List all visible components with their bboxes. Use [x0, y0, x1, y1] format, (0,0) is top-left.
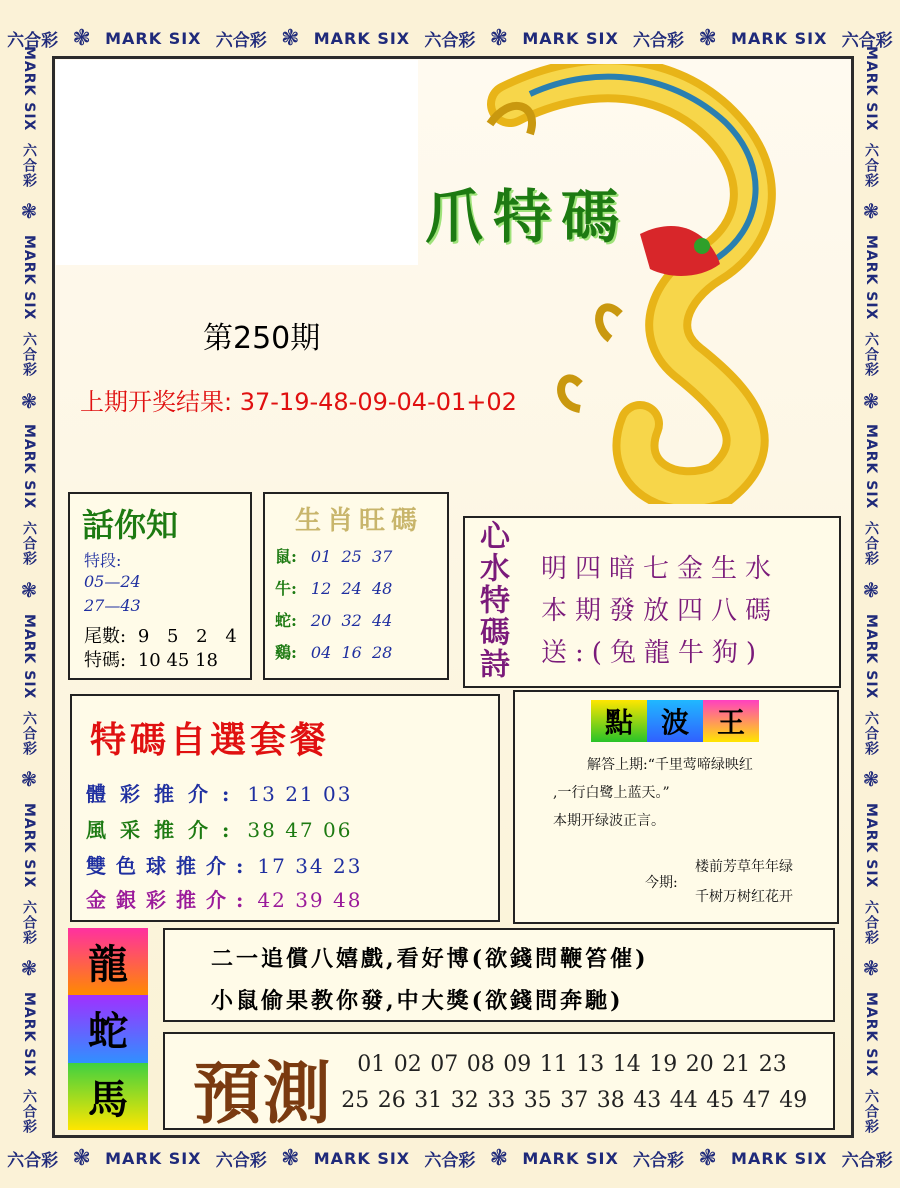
zodiac-animal: 蛇: [275, 611, 297, 630]
brand-cn-text: 六合彩 [841, 30, 893, 51]
flower-icon: ❃ [281, 25, 300, 51]
wave-king-char: 波 [647, 700, 703, 742]
right-brand-strip [856, 40, 886, 1140]
brand-en-text: MARK SIX [863, 235, 879, 321]
answer-line-1 [587, 754, 753, 774]
brand-cn-text: 六合彩 [7, 30, 59, 51]
predict-number: 11 [539, 1052, 568, 1077]
predict-box [163, 1032, 835, 1134]
page-title: 爪特碼 [425, 183, 630, 251]
predict-number: 31 [414, 1088, 443, 1113]
brand-en-text: MARK SIX [731, 28, 828, 48]
wave-king-char: 點 [591, 700, 647, 742]
flower-icon: ❃ [72, 1145, 91, 1171]
flower-icon: ❃ [862, 388, 880, 413]
zodiac-row [275, 544, 392, 567]
package-numbers: 13 21 03 [247, 782, 353, 806]
brand-en-text: MARK SIX [21, 991, 37, 1078]
slogan-line: 二一追償八嬉戲,看好博(欲錢問鞭笞催) [211, 946, 649, 972]
zodiac-animal: 牛: [275, 579, 297, 598]
teduan-range-1: 05—24 [84, 572, 141, 591]
brand-cn-text: 六合彩 [21, 710, 37, 756]
brand-cn-text: 六合彩 [424, 30, 476, 51]
answer-result: 本期开绿波正言。 [553, 813, 665, 829]
brand-en-text: MARK SIX [21, 235, 37, 321]
package-row [86, 778, 352, 807]
brand-cn-text: 六合彩 [21, 899, 37, 945]
brand-cn-text: 六合彩 [633, 1150, 685, 1171]
zodiac-animal: 鷄: [275, 643, 297, 662]
predict-number: 44 [669, 1088, 698, 1113]
bottom-brand-strip [0, 1134, 900, 1182]
zodiac-row [275, 576, 392, 599]
predict-title: 預測 [193, 1055, 334, 1134]
zodiac-numbers: 12 24 48 [310, 579, 393, 598]
predict-number: 14 [612, 1052, 641, 1077]
answer-verse-1: “千里莺啼绿映红 [647, 757, 753, 773]
flower-icon: ❃ [698, 1145, 717, 1171]
weishu-value: 9 5 2 4 [137, 626, 243, 647]
flower-icon: ❃ [862, 767, 880, 792]
brand-cn-text: 六合彩 [633, 30, 685, 51]
predict-number: 07 [430, 1052, 459, 1077]
predict-number: 20 [685, 1052, 714, 1077]
tema-value: 10 45 18 [137, 650, 218, 671]
predict-number: 37 [560, 1088, 589, 1113]
predict-number: 49 [779, 1088, 808, 1113]
zodiac-animal: 鼠: [275, 547, 297, 566]
left-brand-strip [14, 40, 44, 1140]
hua-ni-zhi-title: 話你知 [82, 506, 179, 544]
flower-icon: ❃ [20, 767, 38, 792]
package-row [86, 850, 362, 879]
tema-row [84, 646, 218, 672]
predict-number: 47 [742, 1088, 771, 1113]
flower-icon: ❃ [20, 577, 38, 602]
teduan-label: 特段: [84, 551, 122, 570]
predict-row-2 [337, 1088, 812, 1113]
slogan-box [163, 928, 835, 1022]
brand-en-text: MARK SIX [21, 613, 37, 699]
predict-number: 23 [758, 1052, 787, 1077]
poem-line: 明四暗七金生水 [541, 554, 780, 584]
brand-en-text: MARK SIX [522, 1148, 619, 1168]
predict-number: 43 [633, 1088, 662, 1113]
brand-en-text: MARK SIX [21, 802, 37, 889]
zodiac-numbers: 04 16 28 [310, 643, 393, 662]
brand-cn-text: 六合彩 [863, 1088, 879, 1134]
package-title: 特碼自選套餐 [90, 719, 331, 761]
brand-cn-text: 六合彩 [863, 142, 879, 188]
brand-cn-text: 六合彩 [21, 521, 37, 567]
brand-cn-text: 六合彩 [863, 899, 879, 945]
predict-number: 01 [357, 1052, 386, 1077]
tema-label: 特碼: [84, 650, 127, 671]
flower-icon: ❃ [20, 199, 38, 224]
predict-number: 25 [341, 1088, 370, 1113]
predict-number: 35 [523, 1088, 552, 1113]
flower-icon: ❃ [281, 1145, 300, 1171]
package-row [86, 814, 352, 843]
flower-icon: ❃ [489, 25, 509, 51]
package-numbers: 42 39 48 [257, 888, 363, 912]
predict-number: 08 [466, 1052, 495, 1077]
predict-row-1 [353, 1052, 791, 1077]
this-verse-1: 楼前芳草年年绿 [695, 859, 793, 875]
weishu-label: 尾數: [84, 626, 127, 647]
brand-en-text: MARK SIX [863, 613, 879, 699]
flower-icon: ❃ [862, 577, 880, 602]
zodiac-numbers: 20 32 44 [310, 611, 393, 630]
header-logo-area [56, 60, 418, 265]
this-label: 今期: [645, 875, 678, 891]
package-label: 金銀彩推介: [86, 888, 254, 912]
answer-label: 解答上期: [587, 757, 648, 773]
predict-number: 26 [377, 1088, 406, 1113]
zodiac-bar-cell: 馬 [68, 1063, 148, 1130]
flower-icon: ❃ [698, 25, 717, 51]
brand-cn-text: 六合彩 [841, 1150, 893, 1171]
brand-en-text: MARK SIX [313, 1148, 411, 1168]
predict-number: 33 [487, 1088, 516, 1113]
flower-icon: ❃ [862, 199, 880, 224]
brand-en-text: MARK SIX [21, 45, 37, 132]
wave-king-char: 王 [703, 700, 759, 742]
flower-icon: ❃ [20, 388, 38, 413]
brand-en-text: MARK SIX [21, 424, 37, 510]
zodiac-row [275, 640, 392, 663]
teduan-range-2: 27—43 [84, 596, 141, 615]
predict-number: 45 [706, 1088, 735, 1113]
brand-cn-text: 六合彩 [215, 1150, 267, 1171]
zodiac-numbers: 01 25 37 [310, 547, 393, 566]
poem-box [463, 516, 841, 688]
issue-number: 第250期 [203, 321, 321, 356]
brand-cn-text: 六合彩 [21, 1088, 37, 1134]
package-label: 風采推介: [86, 818, 244, 842]
previous-result-label: 上期开奖结果: [80, 388, 233, 416]
slogan-line: 小鼠偷果教你發,中大獎(欲錢問奔馳) [211, 988, 624, 1014]
flower-icon: ❃ [489, 1145, 509, 1171]
flower-icon: ❃ [72, 25, 91, 51]
predict-number: 09 [503, 1052, 532, 1077]
brand-en-text: MARK SIX [863, 991, 879, 1078]
package-numbers: 17 34 23 [257, 854, 363, 878]
brand-en-text: MARK SIX [522, 28, 619, 48]
brand-en-text: MARK SIX [731, 1148, 828, 1168]
predict-number: 19 [649, 1052, 678, 1077]
flower-icon: ❃ [20, 956, 38, 981]
zodiac-bar [68, 928, 148, 1130]
previous-result-numbers: 37-19-48-09-04-01+02 [239, 388, 517, 416]
zodiac-hot-title: 生肖旺碼 [295, 506, 424, 536]
brand-cn-text: 六合彩 [21, 332, 37, 378]
brand-en-text: MARK SIX [863, 45, 879, 132]
previous-result [80, 382, 517, 417]
predict-number: 21 [722, 1052, 751, 1077]
dragon-illustration [470, 64, 840, 504]
answer-verse-2: ,一行白鹭上蓝天。” [553, 785, 670, 801]
poem-line: 送:(兔龍牛狗) [541, 638, 765, 668]
brand-en-text: MARK SIX [863, 424, 879, 510]
brand-cn-text: 六合彩 [21, 142, 37, 188]
wave-king-title [591, 700, 759, 742]
hua-ni-zhi-box [68, 492, 252, 680]
zodiac-hot-box [263, 492, 449, 680]
brand-cn-text: 六合彩 [863, 710, 879, 756]
package-label: 雙色球推介: [86, 854, 254, 878]
this-verse-2: 千树万树红花开 [695, 889, 793, 905]
brand-en-text: MARK SIX [105, 28, 202, 48]
top-brand-strip [0, 14, 900, 62]
package-label: 體彩推介: [86, 782, 244, 806]
brand-en-text: MARK SIX [105, 1148, 202, 1168]
poem-vertical-title: 心水特碼詩 [474, 520, 509, 680]
brand-cn-text: 六合彩 [424, 1150, 476, 1171]
predict-number: 13 [576, 1052, 605, 1077]
predict-number: 38 [596, 1088, 625, 1113]
brand-cn-text: 六合彩 [863, 521, 879, 567]
package-numbers: 38 47 06 [247, 818, 353, 842]
brand-en-text: MARK SIX [313, 28, 411, 48]
zodiac-row [275, 608, 392, 631]
package-row [86, 884, 362, 913]
zodiac-bar-cell: 龍 [68, 928, 148, 995]
brand-cn-text: 六合彩 [863, 332, 879, 378]
brand-en-text: MARK SIX [863, 802, 879, 889]
predict-number: 32 [450, 1088, 479, 1113]
brand-cn-text: 六合彩 [215, 30, 267, 51]
weishu-row [84, 622, 243, 648]
package-box [70, 694, 500, 922]
zodiac-bar-cell: 蛇 [68, 995, 148, 1062]
flower-icon: ❃ [862, 956, 880, 981]
predict-number: 02 [393, 1052, 422, 1077]
brand-cn-text: 六合彩 [7, 1150, 59, 1171]
wave-king-box [513, 690, 839, 924]
poem-line: 本期發放四八碼 [541, 596, 780, 626]
